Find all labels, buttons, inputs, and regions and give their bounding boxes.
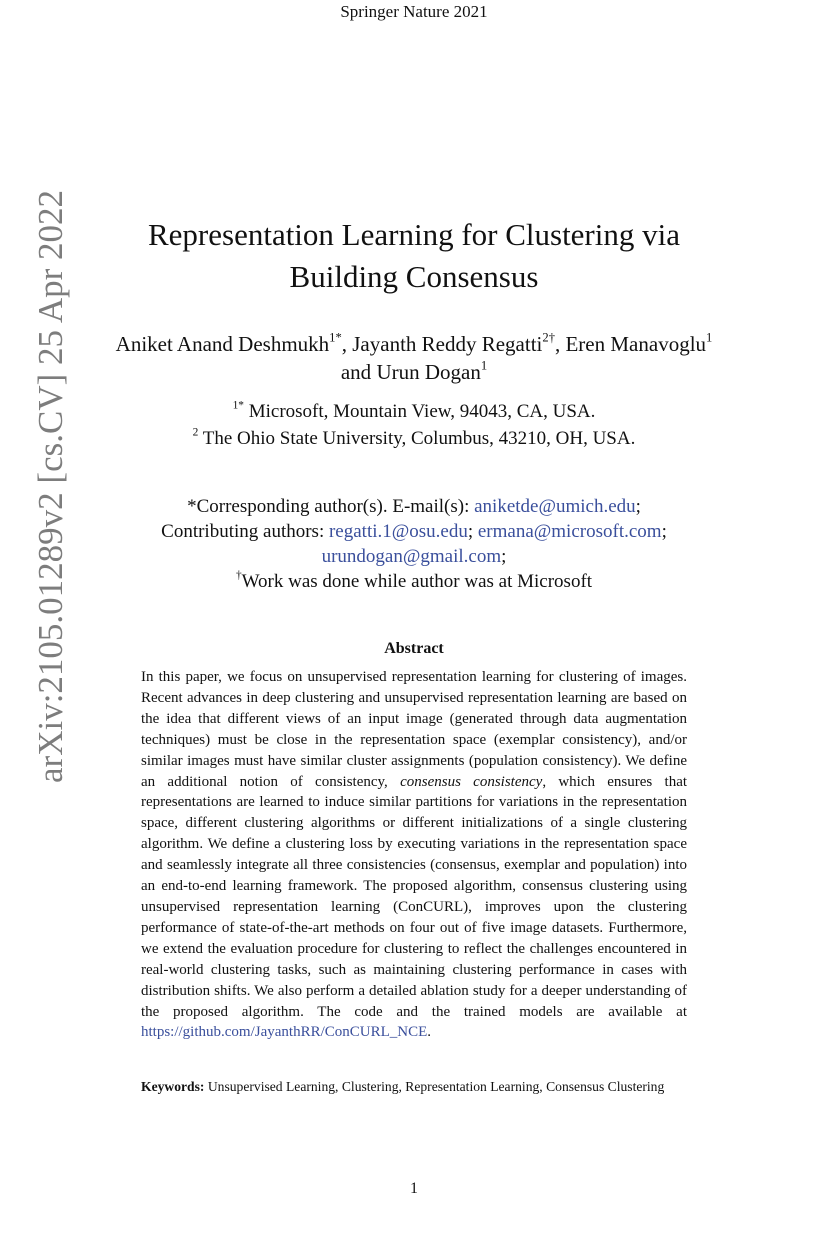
arxiv-identifier: arXiv:2105.01289v2 [cs.CV] 25 Apr 2022 [31,189,70,783]
title-line-2: Building Consensus [289,259,539,294]
contributing-authors-line [100,519,728,544]
keywords-label: Keywords: [141,1079,205,1094]
code-repository-link[interactable]: https://github.com/JayanthRR/ConCURL_NCE [141,1024,428,1041]
author-name: Urun Dogan [376,360,481,384]
keywords [141,1077,687,1096]
note-text: Work was done while author was at Microsoft [241,571,593,592]
abstract-text: . [427,1024,432,1041]
abstract-text: , which ensures that representations are learned to induce similar partitions for variations in the representation space, different clustering algorithms or different initializations of a single clustering algorithm. We define a clustering loss by executing variations in the representation space and seamlessly integrate all three consistencies (consensus, exemplar and population) into an end-to-end learning framework. The proposed algorithm, consensus clustering using unsupervised representation learning (ConCURL), improves upon the clustering performance of state-of-the-art methods on four out of five image datasets. Furthermore, we extend the evaluation procedure for clustering to reflect the challenges encountered in real-world clustering tasks, such as maintaining clustering performance in cases with distribution shifts. We also perform a detailed ablation study for a deeper understanding of the proposed algorithm. The code and the trained models are available at [141,773,688,1020]
affiliation-list [110,398,718,452]
abstract-emphasis: consensus consistency [400,773,543,790]
corresponding-author-line [100,494,728,519]
author-name: Aniket Anand Deshmukh [115,332,330,356]
author-list [110,330,718,386]
paper-title [100,214,728,298]
email-separator: ; [661,521,667,542]
author-superscript: 1* [329,330,342,345]
contributing-email-link[interactable]: urundogan@gmail.com [321,546,502,567]
affiliation-superscript: 2 [192,426,199,439]
dagger-mark: † [235,569,242,582]
affiliation-text: Microsoft, Mountain View, 94043, CA, USA. [243,401,596,422]
journal-header: Springer Nature 2021 [340,2,488,21]
author-superscript: 1 [480,358,488,373]
author-superscript: 1 [706,330,713,345]
affiliation-superscript: 1* [232,399,244,412]
keywords-text: Unsupervised Learning, Clustering, Representation Learning, Consensus Clustering [204,1079,665,1094]
title-line-1: Representation Learning for Clustering via [147,217,680,252]
email-separator: ; [501,546,507,567]
contact-info [100,494,728,594]
abstract-text: In this paper, we focus on unsupervised representation learning for clustering of images. Recent advances in deep clustering and unsupervised representation learning are based on the idea that different views of an input image (generated through data augmentation techniques) must be close in the representation space (exemplar consistency), and/or similar images must have similar cluster assignments (population consistency). We define an additional notion of consistency, [141,669,687,790]
author-name: Jayanth Reddy Regatti [352,332,543,356]
affiliation-item [110,398,718,425]
contributing-authors-line-2 [100,544,728,569]
corresponding-prefix: *Corresponding author(s). E-mail(s): [187,496,475,517]
abstract-body [141,667,687,1043]
corresponding-email-link[interactable]: aniketde@umich.edu [474,496,636,517]
author-separator: , [554,332,566,356]
author-name: Eren Manavoglu [565,332,707,356]
contributing-prefix: Contributing authors: [161,521,329,542]
author-separator: and [340,360,377,384]
author-separator: , [341,332,353,356]
page-number: 1 [410,1180,418,1197]
affiliation-item [110,425,718,452]
contributing-email-link[interactable]: regatti.1@osu.edu [328,521,468,542]
author-superscript: 2† [542,330,555,345]
affiliation-text: The Ohio State University, Columbus, 43210, OH, USA. [198,428,636,449]
corresponding-suffix: ; [635,496,641,517]
microsoft-note [100,569,728,594]
email-separator: ; [467,521,478,542]
contributing-email-link[interactable]: ermana@microsoft.com [477,521,662,542]
abstract-heading: Abstract [384,640,444,657]
